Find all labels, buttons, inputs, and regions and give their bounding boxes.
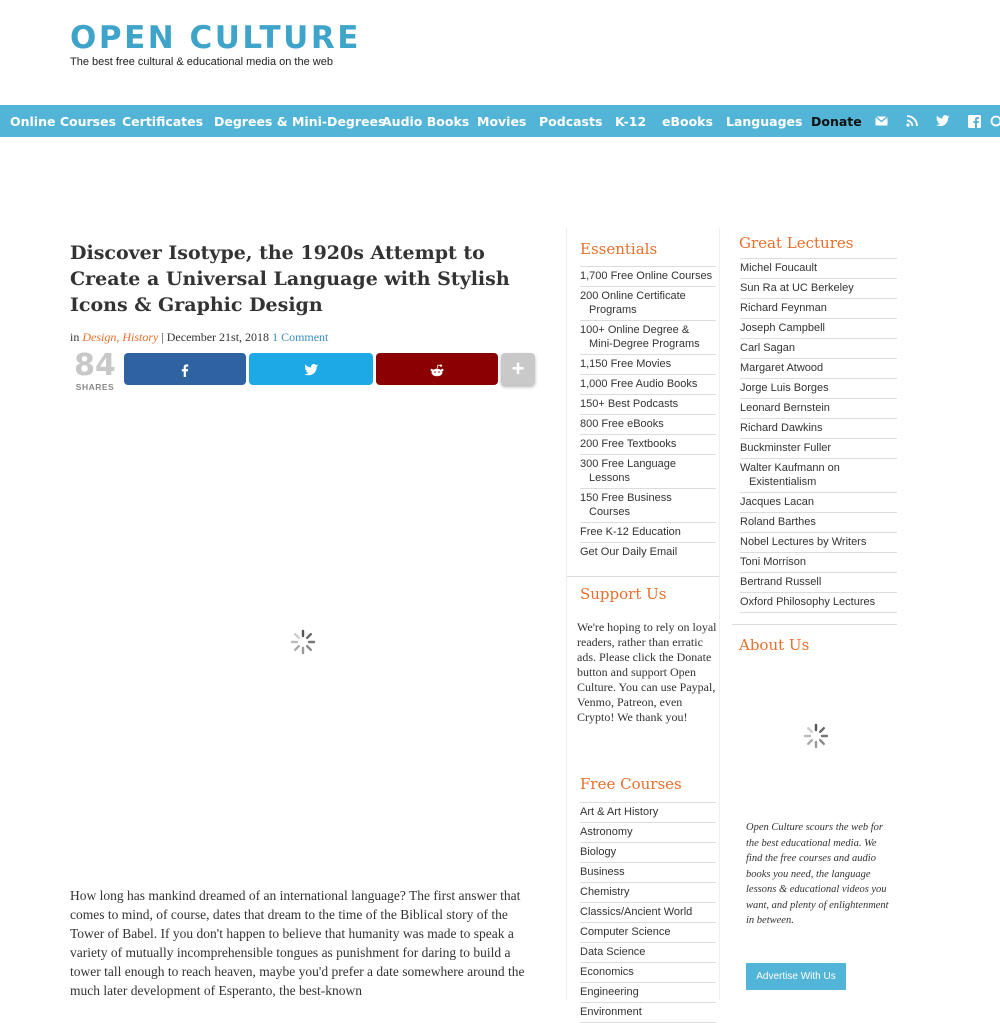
search-icon[interactable]	[990, 115, 1000, 129]
about-text: Open Culture scours the web for the best educational media. We find the free courses and audio books you need, the language lessons & educational videos you want, and plenty of enlightenment in between.	[746, 820, 891, 929]
share-count	[70, 350, 120, 392]
essentials-item[interactable]: 1,150 Free Movies	[580, 355, 716, 375]
support-heading: Support Us	[580, 585, 666, 603]
course-item[interactable]: Economics	[580, 963, 716, 983]
essentials-item[interactable]: Get Our Daily Email	[580, 543, 716, 562]
twitter-share-button[interactable]	[249, 353, 373, 385]
course-item[interactable]: Biology	[580, 843, 716, 863]
nav-degrees[interactable]: Degrees & Mini-Degrees	[214, 105, 385, 137]
course-item[interactable]: Computer Science	[580, 923, 716, 943]
lecture-item[interactable]: Margaret Atwood	[740, 359, 897, 379]
course-item[interactable]: Environment	[580, 1003, 716, 1023]
lecture-item[interactable]: Richard Dawkins	[740, 419, 897, 439]
essentials-list	[580, 266, 716, 562]
essentials-item[interactable]: 200 Free Textbooks	[580, 435, 716, 455]
facebook-share-button[interactable]	[124, 353, 246, 385]
site-tagline: The best free cultural & educational media on the web	[70, 56, 361, 68]
lecture-item[interactable]: Richard Feynman	[740, 299, 897, 319]
essentials-item[interactable]: 100+ Online Degree & Mini-Degree Programs	[580, 321, 716, 355]
article-date: December 21st, 2018	[167, 330, 269, 344]
lectures-heading: Great Lectures	[739, 234, 853, 252]
essentials-item[interactable]: 150 Free Business Courses	[580, 489, 716, 523]
lecture-item[interactable]: Bertrand Russell	[740, 573, 897, 593]
nav-certificates[interactable]: Certificates	[122, 105, 203, 137]
lecture-item[interactable]: Joseph Campbell	[740, 319, 897, 339]
email-icon[interactable]	[874, 115, 888, 129]
course-item[interactable]: Astronomy	[580, 823, 716, 843]
lecture-item[interactable]: Jorge Luis Borges	[740, 379, 897, 399]
essentials-item[interactable]: 1,700 Free Online Courses	[580, 267, 716, 287]
meta-in: in	[70, 330, 79, 344]
essentials-item[interactable]: 300 Free Language Lessons	[580, 455, 716, 489]
reddit-alien-icon	[429, 364, 445, 377]
course-item[interactable]: Art & Art History	[580, 803, 716, 823]
comments-link[interactable]: 1 Comment	[272, 330, 328, 344]
sidebar-column	[566, 228, 720, 1000]
article-meta: in Design, History | December 21st, 2018 1 Comment	[70, 330, 540, 345]
main-nav	[0, 105, 1000, 137]
category-history-link[interactable]: History	[122, 330, 158, 344]
lecture-item[interactable]: Buckminster Fuller	[740, 439, 897, 459]
essentials-heading: Essentials	[580, 240, 657, 258]
essentials-item[interactable]: 150+ Best Podcasts	[580, 395, 716, 415]
loading-spinner-icon	[802, 722, 830, 750]
lecture-item[interactable]: Nobel Lectures by Writers	[740, 533, 897, 553]
reddit-share-button[interactable]	[376, 353, 498, 385]
loading-spinner-icon	[289, 628, 317, 656]
lecture-item[interactable]: Oxford Philosophy Lectures	[740, 593, 897, 613]
nav-online-courses[interactable]: Online Courses	[10, 105, 116, 137]
lecture-item[interactable]: Toni Morrison	[740, 553, 897, 573]
nav-movies[interactable]: Movies	[477, 105, 526, 137]
lecture-item[interactable]: Leonard Bernstein	[740, 399, 897, 419]
nav-donate[interactable]: Donate	[811, 105, 862, 137]
course-item[interactable]: Business	[580, 863, 716, 883]
category-design-link[interactable]: Design	[82, 330, 116, 344]
nav-podcasts[interactable]: Podcasts	[539, 105, 602, 137]
twitter-bird-icon	[304, 364, 319, 376]
article-title: Discover Isotype, the 1920s Attempt to Create a Universal Language with Stylish Icons & Graphic Design	[70, 240, 540, 318]
course-item[interactable]: Chemistry	[580, 883, 716, 903]
nav-audio-books[interactable]: Audio Books	[382, 105, 469, 137]
lecture-item[interactable]: Walter Kaufmann on Existentialism	[740, 459, 897, 493]
article-header	[70, 240, 540, 345]
lecture-item[interactable]: Michel Foucault	[740, 259, 897, 279]
course-item[interactable]: Data Science	[580, 943, 716, 963]
facebook-f-icon	[181, 364, 189, 377]
nav-ebooks[interactable]: eBooks	[662, 105, 713, 137]
lecture-item[interactable]: Jacques Lacan	[740, 493, 897, 513]
share-count-label: SHARES	[70, 382, 120, 392]
facebook-icon[interactable]	[967, 115, 981, 129]
site-logo[interactable]	[70, 20, 361, 68]
lecture-item[interactable]: Sun Ra at UC Berkeley	[740, 279, 897, 299]
course-item[interactable]: Classics/Ancient World	[580, 903, 716, 923]
course-item[interactable]: Engineering	[580, 983, 716, 1003]
nav-languages[interactable]: Languages	[726, 105, 802, 137]
essentials-item[interactable]: 800 Free eBooks	[580, 415, 716, 435]
about-heading: About Us	[739, 636, 809, 654]
twitter-icon[interactable]	[936, 115, 950, 129]
lecture-item[interactable]: Carl Sagan	[740, 339, 897, 359]
essentials-item[interactable]: 200 Online Certificate Programs	[580, 287, 716, 321]
nav-k12[interactable]: K-12	[615, 105, 646, 137]
advertise-button[interactable]: Advertise With Us	[746, 963, 846, 990]
free-courses-heading: Free Courses	[580, 775, 682, 793]
free-courses-list	[580, 802, 716, 1023]
essentials-item[interactable]: 1,000 Free Audio Books	[580, 375, 716, 395]
share-count-number: 84	[70, 350, 120, 382]
article-body: How long has mankind dreamed of an international language? The first answer that comes to mind, of course, dates that dream to the time of the Biblical story of the Tower of Babel. If you don't happen to believe that humanity was made to speak a variety of mutually incomprehensible tongues as punishment for daring to build a tower tall enough to reach heaven, maybe you'd prefer a date somewhere around the much later development of Esperanto, the best-known	[70, 886, 540, 1000]
more-share-button[interactable]: +	[501, 353, 535, 385]
rss-icon[interactable]	[905, 115, 919, 129]
lectures-list	[740, 258, 897, 613]
support-text: We're hoping to rely on loyal readers, rather than erratic ads. Please click the Donate button and support Open Culture. You can use Paypal, Venmo, Patreon, even Crypto! We thank you!	[577, 620, 717, 725]
logo-title[interactable]: OPEN CULTURE	[70, 20, 361, 56]
lecture-item[interactable]: Roland Barthes	[740, 513, 897, 533]
essentials-item[interactable]: Free K-12 Education	[580, 523, 716, 543]
